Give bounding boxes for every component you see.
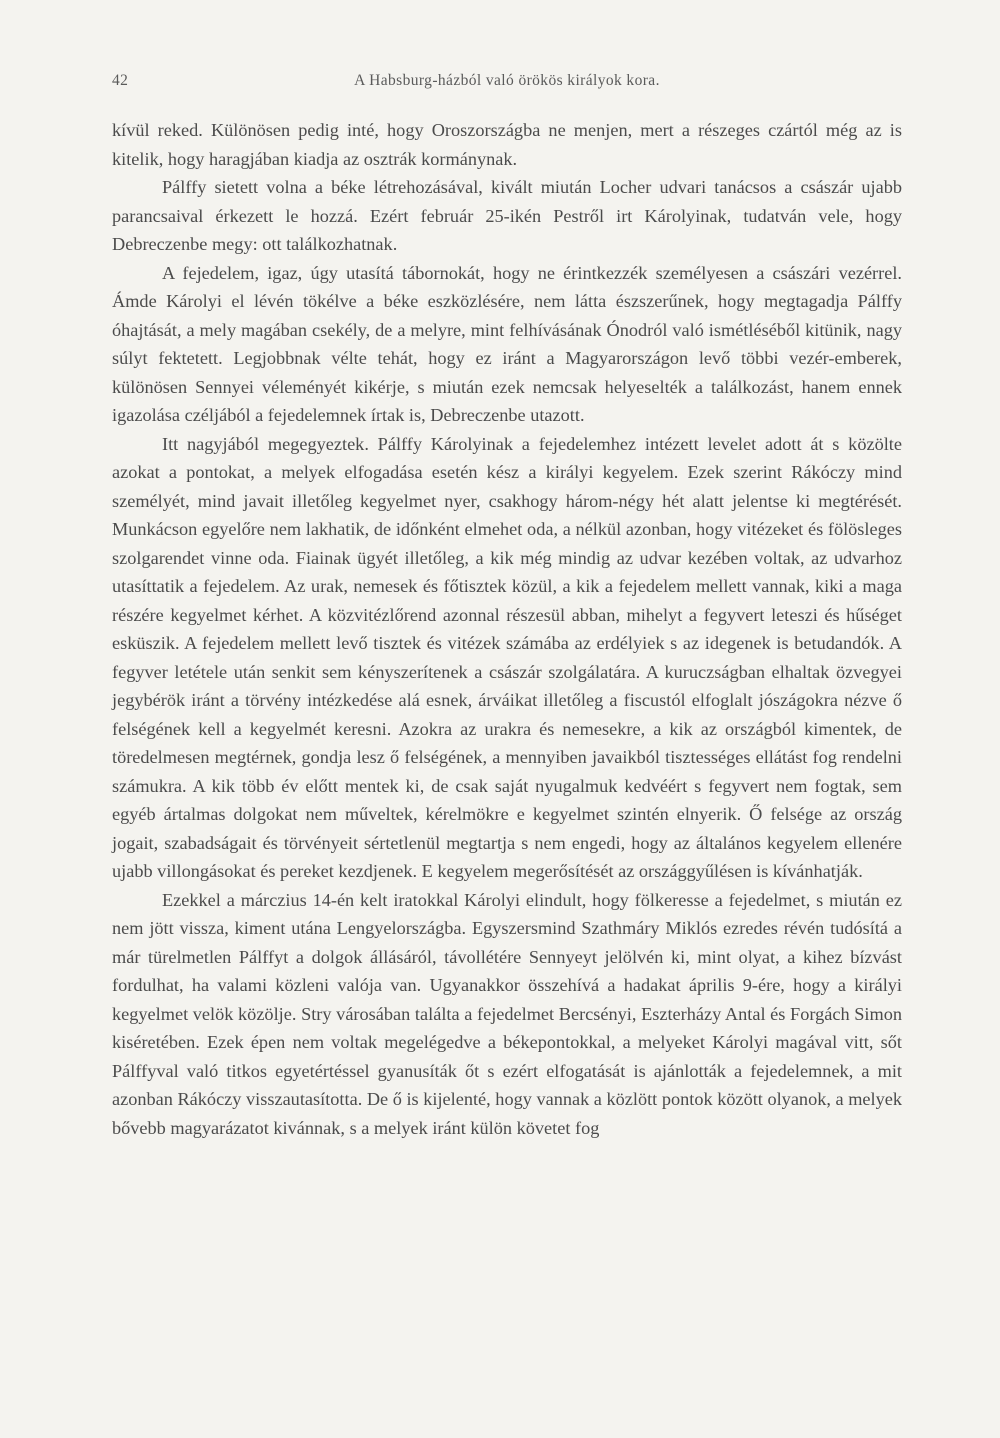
paragraph: Pálffy sietett volna a béke létrehozásával, kivált miután Locher udvari tanácsos a császár ujabb parancsaival érkezett le hozzá. Ezért február 25-ikén Pestről irt Károlyinak, tudatván vele, hogy Debreczenbe megy: ott találkozhatnak.	[112, 177, 902, 254]
paragraph: kívül reked. Különösen pedig inté, hogy Oroszországba ne menjen, mert a részeges czártól még az is kitelik, hogy haragjában kiadja az osztrák kormánynak.	[112, 120, 902, 169]
page-number: 42	[112, 72, 129, 89]
body-text	[112, 116, 902, 1142]
paragraph: A fejedelem, igaz, úgy utasítá tábornokát, hogy ne érintkezzék személyesen a császári vezérrel. Ámde Károlyi el lévén tökélve a béke eszközlésére, nem látta észszerűnek, hogy megtagadja Pálffy óhajtását, a mely magában csekély, de a melyre, mint felhívásának Ónodról való ismétléséből kitünik, nagy súlyt fektetett. Legjobbnak vélte tehát, hogy ez iránt a Magyarországon levő többi vezér-emberek, különösen Sennyei véleményét kikérje, s miután ezek nemcsak helyeselték a találkozást, hanem ennek igazolása czéljából a fejedelemnek írtak is, Debreczenbe utazott.	[112, 262, 902, 425]
paragraph: Ezekkel a márczius 14-én kelt iratokkal Károlyi elindult, hogy fölkeresse a fejedelmet, s miután ez nem jött vissza, kiment utána Lengyelországba. Egyszersmind Szathmáry Miklós ezredes révén tudósítá a már türelmetlen Pálffyt a dolgok állásáról, távollétére Sennyeyt jelölvén ki, mint olyat, a kihez bízvást fordulhat, ha valami közleni valója van. Ugyanakkor összehívá a hadakat április 9-ére, hogy a királyi kegyelmet velök közölje. Stry városában találta a fejedelmet Bercsényi, Eszterházy Antal és Forgách Simon kiséretében. Ezek épen nem voltak megelégedve a békepontokkal, a melyeket Károlyi magával vitt, sőt Pálffyval való titkos egyetértéssel gyanusíták őt s ezért elfogatását is ajánlották a fejedelemnek, a mit azonban Rákóczy visszautasította. De ő is kijelenté, hogy vannak a közlött pontok között olyanok, a melyek bővebb magyarázatot kivánnak, s a melyek iránt külön követet fog	[112, 889, 902, 1138]
paragraph: Itt nagyjából megegyeztek. Pálffy Károlyinak a fejedelemhez intézett levelet adott át s közölte azokat a pontokat, a melyek elfogadása esetén kész a királyi kegyelem. Ezek szerint Rákóczy mind személyét, mind javait illetőleg kegyelmet nyer, csakhogy három-négy hét alatt jelentse ki megtérését. Munkácson egyelőre nem lakhatik, de időnként elmehet oda, a nélkül azonban, hogy vitézeket és fölösleges szolgarendet vinne oda. Fiainak ügyét illetőleg, a kik még mindig az udvar kezében voltak, az udvarhoz utasíttatik a fejedelem. Az urak, nemesek és főtisztek közül, a kik a fejedelem mellett vannak, kiki a maga részére kegyelmet kérhet. A közvitézlőrend azonnal részesül abban, mihelyt a fegyvert leteszi és hűséget esküszik. A fejedelem mellett levő tisztek és vitézek számába az erdélyiek s az idegenek is betudandók. A fegyver letétele után senkit sem kényszerítenek a császár szolgálatára. A kuruczságban elhaltak özvegyei jegybérök iránt a törvény intézkedése alá esnek, árváikat illetőleg a fiscustól elfoglalt jószágokra nézve ő felségének kell a kegyelmét keresni. Azokra az urakra és nemesekre, a kik az országból kimentek, de töredelmesen megtérnek, gondja lesz ő felségének, a mennyiben javaikból tisztességes ellátást fog rendelni számukra. A kik több év előtt mentek ki, de csak saját nyugalmuk kedvéért s fegyvert nem fogtak, sem egyéb ártalmas dolgokat nem műveltek, kérelmökre e kegyelmet szintén elnyerik. Ő felsége az ország jogait, szabadságait és törvényeit sértetlenül megtartja s nem engedi, hogy az általános kegyelem ellenére ujabb villongásokat és pereket kezdjenek. E kegyelem megerősítését az országgyűlésen is kívánhatják.	[112, 433, 902, 881]
running-header	[112, 72, 902, 98]
running-title: A Habsburg-házból való örökös királyok kora.	[354, 72, 660, 89]
